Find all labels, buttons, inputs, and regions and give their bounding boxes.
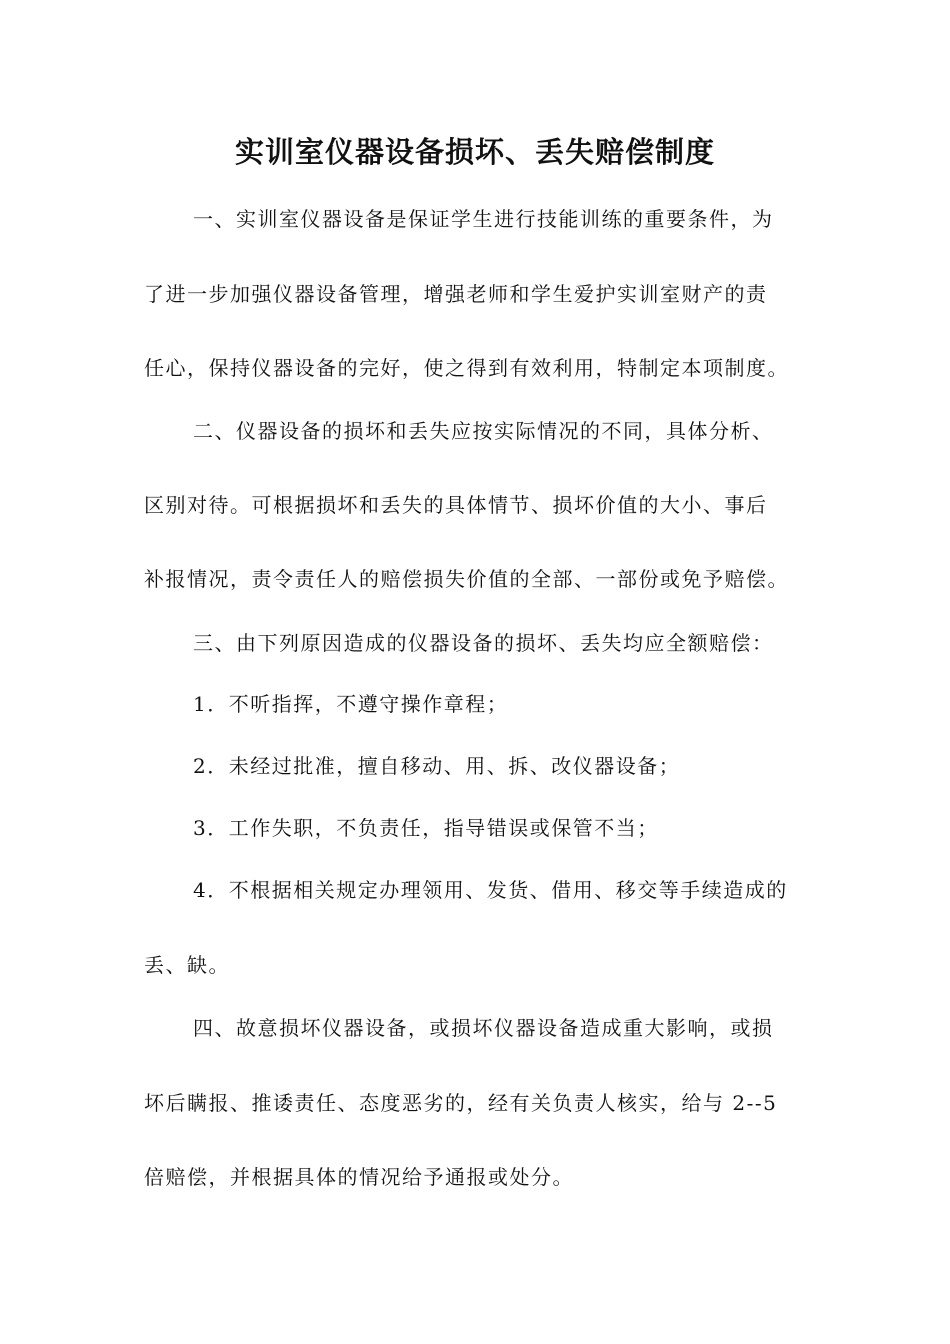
list-item-1: 1．不听指挥，不遵守操作章程； (193, 692, 509, 716)
list-item-3: 3．工作失职，不负责任，指导错误或保管不当； (193, 816, 659, 840)
paragraph-4-line-3: 倍赔偿，并根据具体的情况给予通报或处分。 (144, 1165, 574, 1189)
paragraph-2-line-1: 二、仪器设备的损坏和丢失应按实际情况的不同，具体分析、 (193, 419, 774, 443)
list-item-2: 2．未经过批准，擅自移动、用、拆、改仪器设备； (193, 754, 681, 778)
list-item-4-line-2: 丢、缺。 (144, 953, 230, 977)
paragraph-1-line-2: 了进一步加强仪器设备管理，增强老师和学生爱护实训室财产的责 (144, 282, 768, 306)
paragraph-4-line-1: 四、故意损坏仪器设备，或损坏仪器设备造成重大影响，或损 (193, 1016, 774, 1040)
paragraph-3-line-1: 三、由下列原因造成的仪器设备的损坏、丢失均应全额赔偿： (193, 631, 774, 655)
paragraph-4-line-2: 坏后瞒报、推诿责任、态度恶劣的，经有关负责人核实，给与 2--5 (144, 1091, 778, 1115)
paragraph-2-line-2: 区别对待。可根据损坏和丢失的具体情节、损坏价值的大小、事后 (144, 493, 768, 517)
paragraph-1-line-1: 一、实训室仪器设备是保证学生进行技能训练的重要条件，为 (193, 207, 774, 231)
paragraph-1-line-3: 任心，保持仪器设备的完好，使之得到有效利用，特制定本项制度。 (144, 356, 789, 380)
list-item-4-line-1: 4．不根据相关规定办理领用、发货、借用、移交等手续造成的 (193, 878, 788, 902)
document-title: 实训室仪器设备损坏、丢失赔偿制度 (234, 135, 715, 169)
paragraph-2-line-3: 补报情况，责令责任人的赔偿损失价值的全部、一部份或免予赔偿。 (144, 567, 789, 591)
